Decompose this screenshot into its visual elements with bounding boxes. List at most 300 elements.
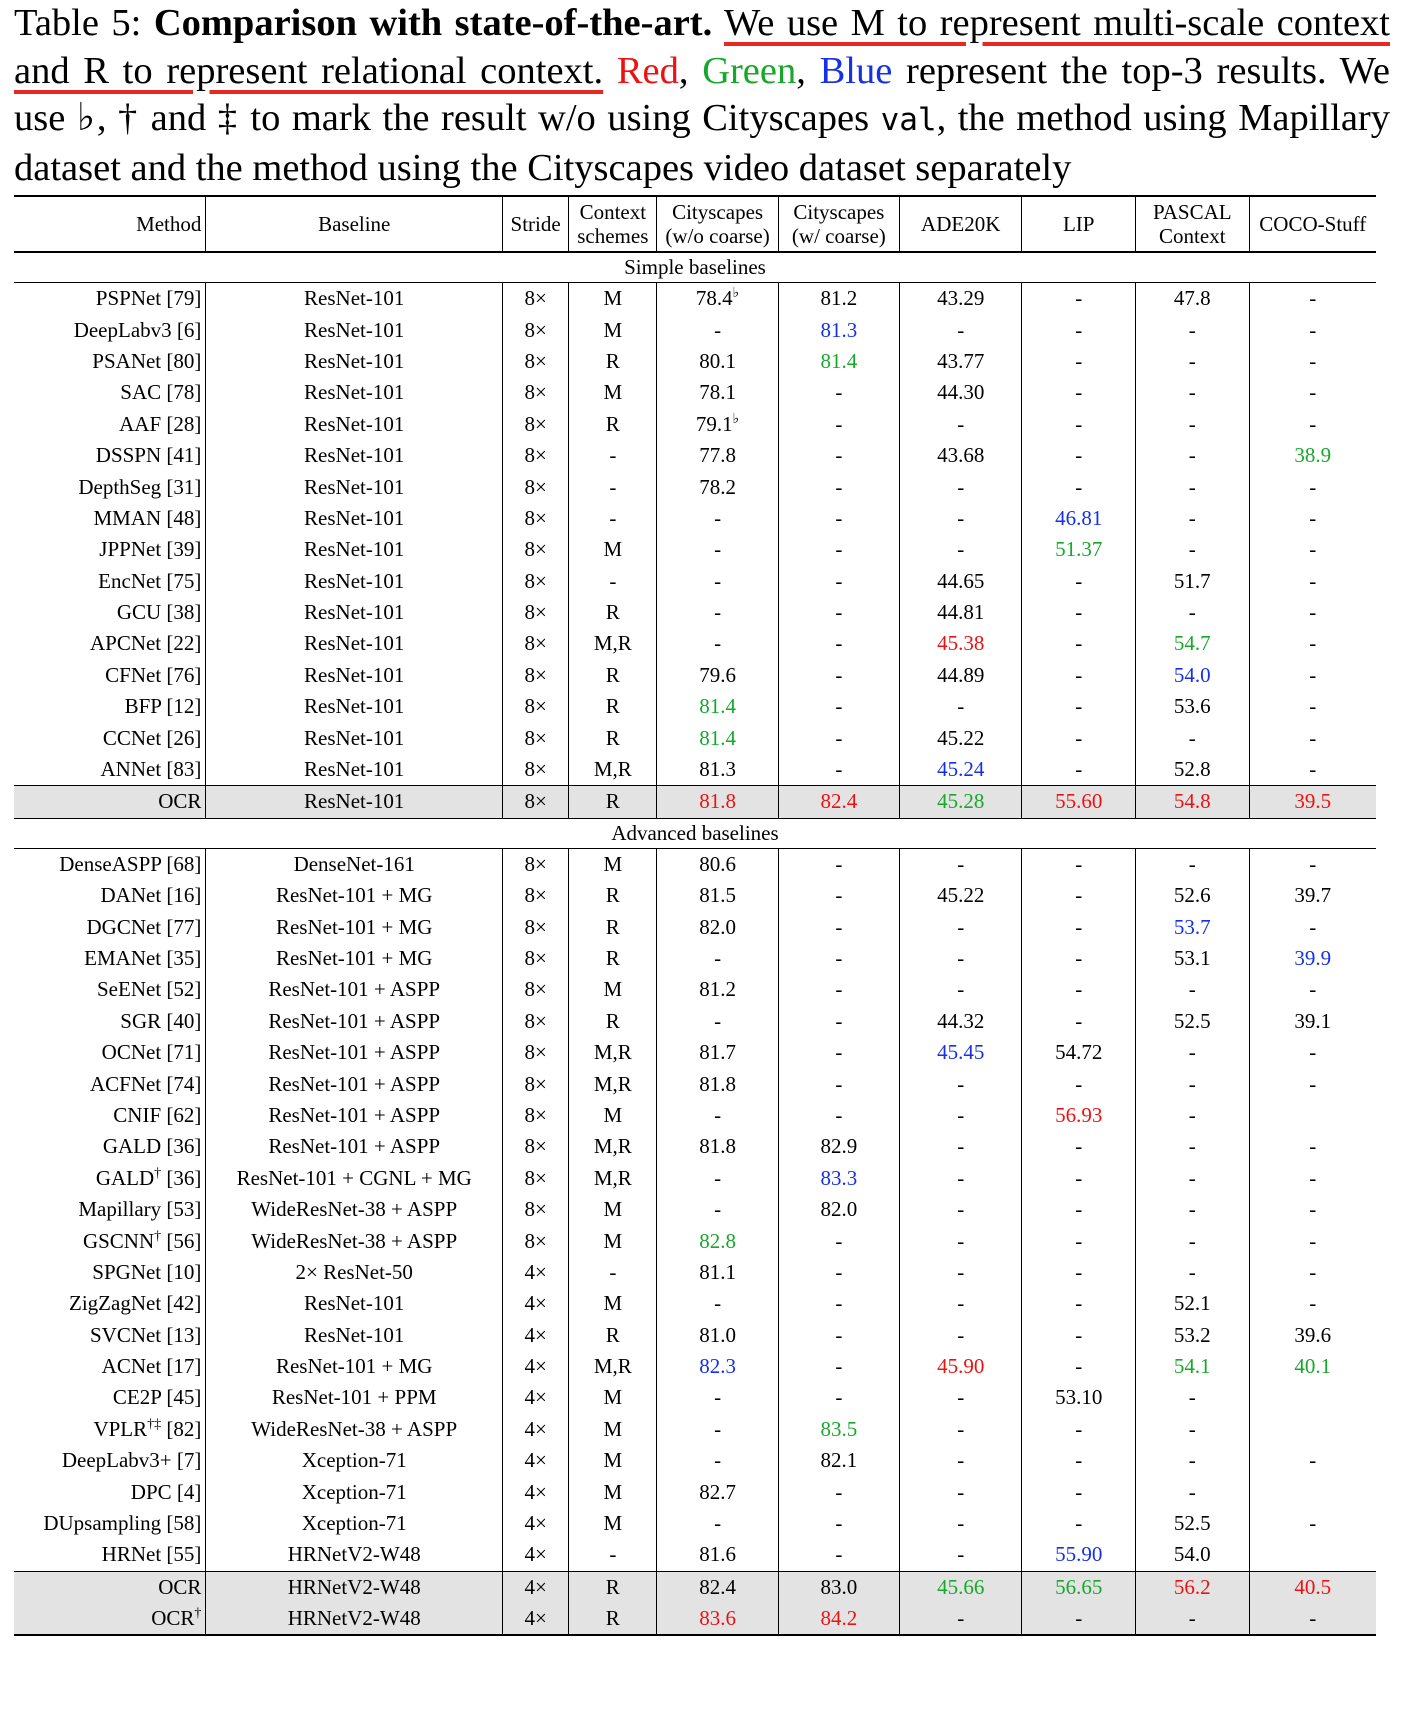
score-value: - bbox=[1188, 380, 1196, 405]
context-cell: M,R bbox=[569, 1351, 657, 1382]
cityscapes-wo-coarse-cell bbox=[657, 1414, 778, 1445]
ade20k-cell bbox=[900, 283, 1022, 315]
score-value: - bbox=[1309, 380, 1317, 405]
pascal-context-cell bbox=[1136, 377, 1250, 408]
stride-cell: 8× bbox=[503, 754, 569, 786]
coco-stuff-cell bbox=[1249, 628, 1376, 659]
context-cell: M,R bbox=[569, 1131, 657, 1162]
cityscapes-w-coarse-cell bbox=[778, 1163, 899, 1194]
method-cell bbox=[14, 471, 206, 502]
score-value: - bbox=[1075, 1354, 1083, 1379]
score-value: 52.5 bbox=[1173, 1511, 1211, 1536]
method-cell bbox=[14, 848, 206, 880]
score-value: - bbox=[957, 1165, 965, 1190]
cityscapes-wo-coarse-cell bbox=[657, 566, 778, 597]
cityscapes-w-coarse-cell bbox=[778, 848, 899, 880]
method-cell bbox=[14, 1351, 206, 1382]
score-value: - bbox=[1075, 317, 1083, 342]
lip-cell bbox=[1022, 1414, 1136, 1445]
coco-stuff-cell bbox=[1249, 346, 1376, 377]
stride-cell: 8× bbox=[503, 503, 569, 534]
ade20k-cell bbox=[900, 534, 1022, 565]
score-value: - bbox=[714, 1197, 722, 1222]
pascal-context-cell bbox=[1136, 1382, 1250, 1413]
ade20k-cell bbox=[900, 440, 1022, 471]
score-value: - bbox=[957, 1228, 965, 1253]
pascal-context-cell bbox=[1136, 691, 1250, 722]
table-row bbox=[14, 754, 1376, 786]
coco-stuff-cell bbox=[1249, 911, 1376, 942]
cityscapes-w-coarse-cell bbox=[778, 1414, 899, 1445]
stride-cell: 4× bbox=[503, 1288, 569, 1319]
baseline-cell: WideResNet-38 + ASPP bbox=[206, 1194, 503, 1225]
score-value: 81.1 bbox=[699, 1259, 736, 1284]
score-value: - bbox=[835, 1479, 843, 1504]
score-value: - bbox=[957, 946, 965, 970]
cityscapes-wo-coarse-cell bbox=[657, 1288, 778, 1319]
coco-stuff-cell bbox=[1249, 974, 1376, 1005]
pascal-context-cell bbox=[1136, 1194, 1250, 1225]
score-value: - bbox=[1075, 1291, 1083, 1316]
cityscapes-wo-coarse-cell bbox=[657, 628, 778, 659]
method-marker: †‡ bbox=[147, 1416, 162, 1432]
lip-cell bbox=[1022, 566, 1136, 597]
lip-cell bbox=[1022, 409, 1136, 440]
lip-cell bbox=[1022, 1508, 1136, 1539]
stride-cell: 8× bbox=[503, 566, 569, 597]
score-value: - bbox=[1075, 1071, 1083, 1096]
score-value: - bbox=[1188, 1040, 1196, 1065]
score-value: - bbox=[1188, 1197, 1196, 1222]
pascal-context-cell bbox=[1136, 1131, 1250, 1162]
coco-stuff-cell bbox=[1249, 1006, 1376, 1037]
table-row bbox=[14, 283, 1376, 315]
header-pascal-l1: PASCAL bbox=[1152, 200, 1232, 224]
context-cell: R bbox=[569, 346, 657, 377]
pascal-context-cell bbox=[1136, 880, 1250, 911]
ade20k-cell bbox=[900, 660, 1022, 691]
pascal-context-cell bbox=[1136, 597, 1250, 628]
lip-cell bbox=[1022, 691, 1136, 722]
cityscapes-w-coarse-cell bbox=[778, 911, 899, 942]
context-cell: R bbox=[569, 1571, 657, 1603]
pascal-context-cell bbox=[1136, 1288, 1250, 1319]
coco-stuff-cell bbox=[1249, 1351, 1376, 1382]
lip-cell bbox=[1022, 1068, 1136, 1099]
method-name: DenseASPP [68] bbox=[59, 851, 202, 876]
score-value: 55.90 bbox=[1055, 1542, 1103, 1567]
stride-cell: 8× bbox=[503, 440, 569, 471]
method-cell bbox=[14, 1131, 206, 1162]
cityscapes-w-coarse-cell bbox=[778, 1508, 899, 1539]
pascal-context-cell bbox=[1136, 440, 1250, 471]
stride-cell: 8× bbox=[503, 409, 569, 440]
method-cell bbox=[14, 1445, 206, 1476]
ade20k-cell bbox=[900, 1320, 1022, 1351]
context-cell: - bbox=[569, 1257, 657, 1288]
context-cell: - bbox=[569, 440, 657, 471]
score-value: 43.77 bbox=[937, 348, 985, 373]
ade20k-cell bbox=[900, 722, 1022, 753]
stride-cell: 8× bbox=[503, 1006, 569, 1037]
score-value: - bbox=[1309, 851, 1317, 876]
table-row bbox=[14, 1100, 1376, 1131]
context-cell: M bbox=[569, 1445, 657, 1476]
score-value: 81.6 bbox=[699, 1542, 736, 1567]
cityscapes-w-coarse-cell bbox=[778, 754, 899, 786]
cityscapes-wo-coarse-cell bbox=[657, 1131, 778, 1162]
table-row bbox=[14, 1351, 1376, 1382]
lip-cell bbox=[1022, 1131, 1136, 1162]
score-value: - bbox=[1075, 1606, 1083, 1631]
context-cell: - bbox=[569, 566, 657, 597]
coco-stuff-cell bbox=[1249, 566, 1376, 597]
score-value: - bbox=[714, 537, 722, 562]
score-value: - bbox=[1309, 1228, 1317, 1253]
lip-cell bbox=[1022, 1194, 1136, 1225]
pascal-context-cell bbox=[1136, 786, 1250, 818]
method-cell bbox=[14, 566, 206, 597]
ade20k-cell bbox=[900, 1603, 1022, 1635]
context-cell: R bbox=[569, 1603, 657, 1635]
score-value: - bbox=[1309, 505, 1317, 530]
coco-stuff-cell bbox=[1249, 409, 1376, 440]
stride-cell: 4× bbox=[503, 1414, 569, 1445]
ade20k-cell bbox=[900, 1445, 1022, 1476]
baseline-cell: ResNet-101 bbox=[206, 754, 503, 786]
score-value: - bbox=[1075, 1322, 1083, 1347]
ade20k-cell bbox=[900, 786, 1022, 818]
header-context-l1: Context bbox=[579, 200, 647, 224]
baseline-cell: ResNet-101 bbox=[206, 786, 503, 818]
score-value: 54.1 bbox=[1173, 1354, 1211, 1379]
cityscapes-w-coarse-cell bbox=[778, 503, 899, 534]
score-value: - bbox=[835, 568, 843, 593]
score-value: - bbox=[1075, 1008, 1083, 1033]
score-value: - bbox=[1309, 1291, 1317, 1316]
header-cs-w-l1: Cityscapes bbox=[793, 200, 885, 224]
baseline-cell: ResNet-101 + CGNL + MG bbox=[206, 1163, 503, 1194]
score-value: 53.2 bbox=[1173, 1322, 1211, 1347]
score-value: 45.66 bbox=[937, 1574, 985, 1599]
score-value: - bbox=[1188, 1479, 1196, 1504]
stride-cell: 8× bbox=[503, 346, 569, 377]
baseline-cell: ResNet-101 bbox=[206, 1320, 503, 1351]
context-cell: M,R bbox=[569, 628, 657, 659]
score-value: - bbox=[1309, 914, 1317, 939]
method-cell bbox=[14, 597, 206, 628]
method-cell bbox=[14, 1571, 206, 1603]
baseline-cell: HRNetV2-W48 bbox=[206, 1571, 503, 1603]
baseline-cell: Xception-71 bbox=[206, 1508, 503, 1539]
cityscapes-wo-coarse-cell bbox=[657, 1225, 778, 1256]
method-name: GALD bbox=[95, 1165, 155, 1190]
stride-cell: 8× bbox=[503, 691, 569, 722]
score-value: - bbox=[1075, 1448, 1083, 1473]
ade20k-cell bbox=[900, 1006, 1022, 1037]
method-cell bbox=[14, 1068, 206, 1099]
caption-body: represent the top-3 results. We use ♭, † and ‡ to mark the result w/o using Cityscapes bbox=[14, 49, 1390, 139]
method-name: GCU [38] bbox=[116, 600, 202, 625]
score-value: - bbox=[835, 411, 843, 436]
score-value: 82.4 bbox=[699, 1574, 736, 1599]
method-name: APCNet [22] bbox=[89, 631, 202, 656]
score-value: - bbox=[1075, 662, 1083, 687]
table-row bbox=[14, 1257, 1376, 1288]
coco-stuff-cell bbox=[1249, 1100, 1376, 1131]
score-value: 83.5 bbox=[820, 1416, 858, 1441]
cityscapes-wo-coarse-cell bbox=[657, 1037, 778, 1068]
score-value: - bbox=[835, 851, 843, 876]
lip-cell bbox=[1022, 346, 1136, 377]
pascal-context-cell bbox=[1136, 1414, 1250, 1445]
score-value: - bbox=[1188, 474, 1196, 499]
baseline-cell: ResNet-101 + ASPP bbox=[206, 1131, 503, 1162]
table-row bbox=[14, 1225, 1376, 1256]
score-marker: ♭ bbox=[732, 411, 740, 427]
method-name: CFNet [76] bbox=[105, 662, 202, 687]
score-value: 78.4 bbox=[695, 286, 733, 311]
cityscapes-wo-coarse-cell bbox=[657, 1382, 778, 1413]
context-cell: R bbox=[569, 1006, 657, 1037]
method-name: AAF [28] bbox=[119, 411, 202, 436]
method-name: DPC [4] bbox=[130, 1479, 202, 1504]
pascal-context-cell bbox=[1136, 1225, 1250, 1256]
pascal-context-cell bbox=[1136, 471, 1250, 502]
score-value: - bbox=[835, 977, 843, 1002]
cityscapes-w-coarse-cell bbox=[778, 440, 899, 471]
lip-cell bbox=[1022, 1163, 1136, 1194]
stride-cell: 8× bbox=[503, 1100, 569, 1131]
score-value: 38.9 bbox=[1294, 443, 1332, 468]
score-value: - bbox=[1309, 1071, 1317, 1096]
score-value: 43.29 bbox=[937, 286, 985, 311]
score-value: - bbox=[835, 725, 843, 750]
score-value: 52.8 bbox=[1173, 757, 1211, 782]
cityscapes-wo-coarse-cell bbox=[657, 1603, 778, 1635]
context-cell: R bbox=[569, 660, 657, 691]
table-row bbox=[14, 440, 1376, 471]
cityscapes-wo-coarse-cell bbox=[657, 597, 778, 628]
score-value: - bbox=[1075, 286, 1083, 311]
lip-cell bbox=[1022, 503, 1136, 534]
lip-cell bbox=[1022, 880, 1136, 911]
score-value: - bbox=[957, 505, 965, 530]
score-value: - bbox=[1188, 851, 1196, 876]
method-cell bbox=[14, 691, 206, 722]
cityscapes-wo-coarse-cell bbox=[657, 943, 778, 974]
table-row bbox=[14, 660, 1376, 691]
score-value: - bbox=[1309, 568, 1317, 593]
score-value: - bbox=[835, 537, 843, 562]
score-value: - bbox=[957, 1134, 965, 1159]
score-value: - bbox=[1309, 757, 1317, 782]
table-row bbox=[14, 377, 1376, 408]
pascal-context-cell bbox=[1136, 1163, 1250, 1194]
method-cell bbox=[14, 1539, 206, 1571]
coco-stuff-cell bbox=[1249, 1037, 1376, 1068]
stride-cell: 8× bbox=[503, 1194, 569, 1225]
method-name: EMANet [35] bbox=[84, 946, 202, 970]
cityscapes-w-coarse-cell bbox=[778, 880, 899, 911]
score-value: - bbox=[714, 1511, 722, 1536]
ade20k-cell bbox=[900, 1351, 1022, 1382]
score-value: - bbox=[957, 851, 965, 876]
lip-cell bbox=[1022, 911, 1136, 942]
score-value: - bbox=[1309, 1040, 1317, 1065]
coco-stuff-cell bbox=[1249, 440, 1376, 471]
table-row bbox=[14, 346, 1376, 377]
score-value: - bbox=[1075, 600, 1083, 625]
cityscapes-wo-coarse-cell bbox=[657, 1068, 778, 1099]
ade20k-cell bbox=[900, 1414, 1022, 1445]
caption-label: Table 5: bbox=[14, 2, 142, 44]
score-value: - bbox=[1309, 694, 1317, 719]
stride-cell: 4× bbox=[503, 1539, 569, 1571]
cityscapes-w-coarse-cell bbox=[778, 1476, 899, 1507]
score-value: - bbox=[835, 946, 843, 970]
method-name: OCR bbox=[158, 1574, 202, 1599]
method-name: OCR bbox=[151, 1606, 195, 1631]
cityscapes-w-coarse-cell bbox=[778, 1100, 899, 1131]
lip-cell bbox=[1022, 660, 1136, 691]
score-value: 45.24 bbox=[937, 757, 985, 782]
ade20k-cell bbox=[900, 1037, 1022, 1068]
stride-cell: 8× bbox=[503, 1131, 569, 1162]
method-cell bbox=[14, 786, 206, 818]
score-value: 56.2 bbox=[1173, 1574, 1211, 1599]
score-value: 83.6 bbox=[699, 1606, 736, 1631]
cityscapes-wo-coarse-cell bbox=[657, 911, 778, 942]
context-cell: R bbox=[569, 880, 657, 911]
pascal-context-cell bbox=[1136, 974, 1250, 1005]
stride-cell: 8× bbox=[503, 911, 569, 942]
score-value: - bbox=[1075, 1197, 1083, 1222]
cityscapes-w-coarse-cell bbox=[778, 943, 899, 974]
method-name: JPPNet [39] bbox=[99, 537, 202, 562]
score-value: - bbox=[1188, 1134, 1196, 1159]
score-value: - bbox=[957, 1511, 965, 1536]
cityscapes-w-coarse-cell bbox=[778, 628, 899, 659]
pascal-context-cell bbox=[1136, 1100, 1250, 1131]
baseline-cell: ResNet-101 bbox=[206, 346, 503, 377]
baseline-cell: ResNet-101 bbox=[206, 503, 503, 534]
score-value: - bbox=[714, 600, 722, 625]
score-value: - bbox=[1309, 1511, 1317, 1536]
score-value: - bbox=[714, 1008, 722, 1033]
score-value: 81.3 bbox=[820, 317, 858, 342]
score-value: 44.30 bbox=[937, 380, 985, 405]
method-marker: † bbox=[194, 1606, 202, 1622]
score-value: - bbox=[1309, 411, 1317, 436]
coco-stuff-cell bbox=[1249, 377, 1376, 408]
score-value: 81.4 bbox=[820, 348, 858, 373]
table-row bbox=[14, 691, 1376, 722]
table-row bbox=[14, 1163, 1376, 1194]
ade20k-cell bbox=[900, 691, 1022, 722]
score-value: 53.7 bbox=[1173, 914, 1211, 939]
stride-cell: 8× bbox=[503, 1068, 569, 1099]
cityscapes-wo-coarse-cell bbox=[657, 754, 778, 786]
score-value: 81.5 bbox=[699, 883, 736, 908]
cityscapes-wo-coarse-cell bbox=[657, 691, 778, 722]
coco-stuff-cell bbox=[1249, 534, 1376, 565]
lip-cell bbox=[1022, 1351, 1136, 1382]
lip-cell bbox=[1022, 1320, 1136, 1351]
baseline-cell: Xception-71 bbox=[206, 1476, 503, 1507]
score-value: 54.72 bbox=[1055, 1040, 1103, 1065]
method-cell bbox=[14, 1225, 206, 1256]
lip-cell bbox=[1022, 628, 1136, 659]
ade20k-cell bbox=[900, 503, 1022, 534]
baseline-cell: ResNet-101 + MG bbox=[206, 911, 503, 942]
baseline-cell: ResNet-101 bbox=[206, 409, 503, 440]
cityscapes-w-coarse-cell bbox=[778, 314, 899, 345]
coco-stuff-cell bbox=[1249, 283, 1376, 315]
score-value: - bbox=[835, 1228, 843, 1253]
score-value: - bbox=[1075, 1134, 1083, 1159]
coco-stuff-cell bbox=[1249, 1603, 1376, 1635]
method-name: ZigZagNet [42] bbox=[69, 1291, 202, 1316]
score-value: 82.8 bbox=[699, 1228, 736, 1253]
ade20k-cell bbox=[900, 628, 1022, 659]
cityscapes-w-coarse-cell bbox=[778, 1603, 899, 1635]
score-value: - bbox=[1188, 1165, 1196, 1190]
cityscapes-w-coarse-cell bbox=[778, 786, 899, 818]
method-cell bbox=[14, 1006, 206, 1037]
table-row bbox=[14, 471, 1376, 502]
context-cell: M bbox=[569, 974, 657, 1005]
score-value: 82.9 bbox=[820, 1134, 858, 1159]
ade20k-cell bbox=[900, 911, 1022, 942]
score-value: - bbox=[957, 1448, 965, 1473]
cityscapes-w-coarse-cell bbox=[778, 1288, 899, 1319]
header-cs-wo-l2: (w/o coarse) bbox=[665, 224, 770, 248]
cityscapes-wo-coarse-cell bbox=[657, 974, 778, 1005]
method-ref: [36] bbox=[161, 1165, 202, 1190]
baseline-cell: ResNet-101 + ASPP bbox=[206, 1100, 503, 1131]
pascal-context-cell bbox=[1136, 1351, 1250, 1382]
lip-cell bbox=[1022, 440, 1136, 471]
score-value: 52.6 bbox=[1173, 883, 1211, 908]
ade20k-cell bbox=[900, 1539, 1022, 1571]
stride-cell: 8× bbox=[503, 628, 569, 659]
score-value: - bbox=[1188, 317, 1196, 342]
context-cell: M,R bbox=[569, 1163, 657, 1194]
score-value: - bbox=[1075, 914, 1083, 939]
table-row bbox=[14, 566, 1376, 597]
score-value: 45.45 bbox=[937, 1040, 985, 1065]
method-name: PSPNet [79] bbox=[95, 286, 202, 311]
header-cs-w-l2: (w/ coarse) bbox=[791, 224, 886, 248]
score-value: 53.6 bbox=[1173, 694, 1211, 719]
lip-cell bbox=[1022, 754, 1136, 786]
stride-cell: 8× bbox=[503, 943, 569, 974]
score-value: 82.0 bbox=[820, 1197, 858, 1222]
score-value: 45.28 bbox=[937, 789, 985, 814]
cityscapes-w-coarse-cell bbox=[778, 1131, 899, 1162]
stride-cell: 8× bbox=[503, 880, 569, 911]
cityscapes-wo-coarse-cell bbox=[657, 1257, 778, 1288]
score-value: 83.0 bbox=[820, 1574, 858, 1599]
table-row bbox=[14, 1445, 1376, 1476]
pascal-context-cell bbox=[1136, 1539, 1250, 1571]
score-value: - bbox=[835, 505, 843, 530]
context-cell: - bbox=[569, 471, 657, 502]
score-value: 82.3 bbox=[699, 1354, 736, 1379]
score-value: - bbox=[957, 1071, 965, 1096]
context-cell: M bbox=[569, 1382, 657, 1413]
